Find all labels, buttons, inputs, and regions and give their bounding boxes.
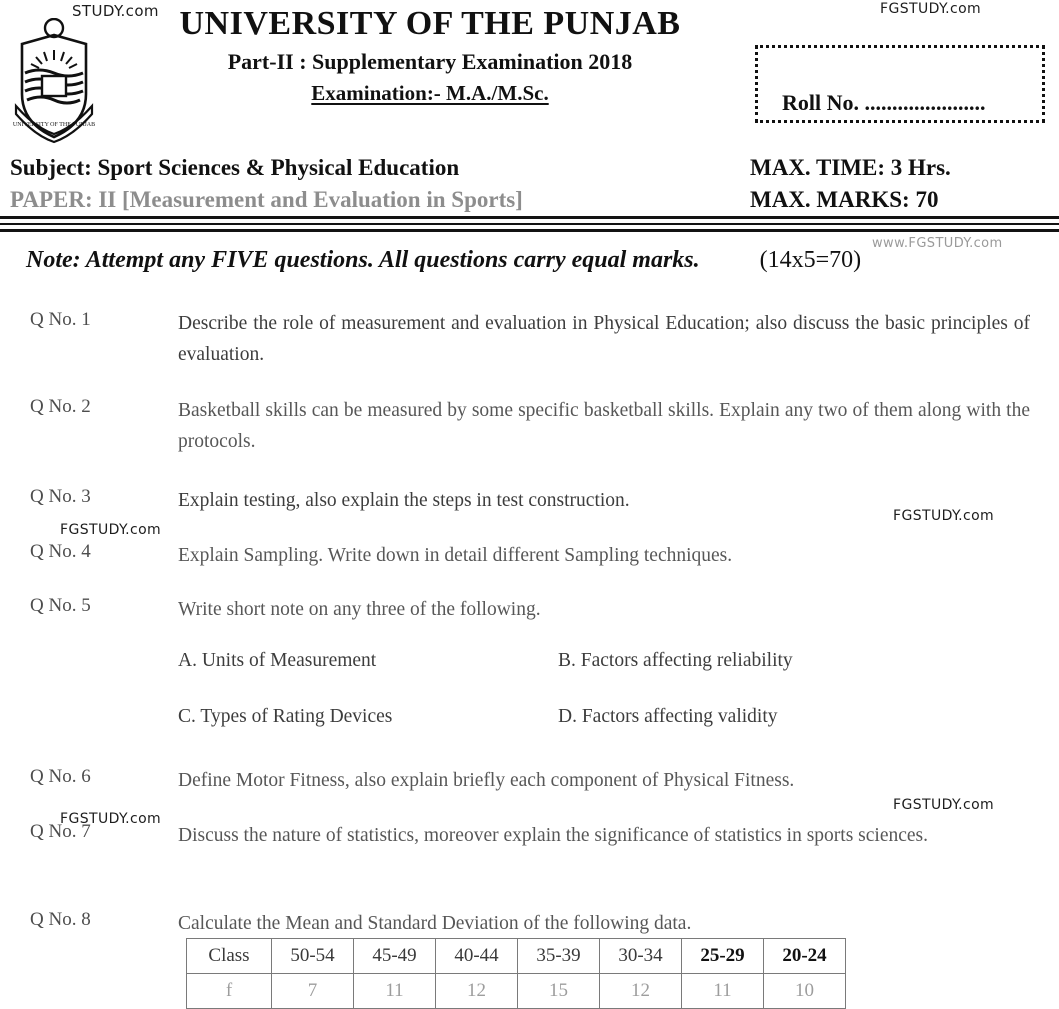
title-block <box>110 6 750 106</box>
question-row-4 <box>30 540 1030 571</box>
question-label-1: Q No. 1 <box>30 309 91 330</box>
question-label-6: Q No. 6 <box>30 766 91 787</box>
frequency-distribution-table <box>186 938 846 1009</box>
question-text-5: Write short note on any three of the following. <box>178 599 541 620</box>
freq-cell-7: 10 <box>764 974 846 1009</box>
question-label-2: Q No. 2 <box>30 396 91 417</box>
watermark-1: STUDY.com <box>72 2 159 20</box>
question-label-8: Q No. 8 <box>30 909 91 930</box>
divider-line-2 <box>0 223 1059 225</box>
option-d: D. Factors affecting validity <box>558 706 778 727</box>
class-cell-3: 40-44 <box>436 939 518 974</box>
question-row-3 <box>30 485 1030 516</box>
question-label-3: Q No. 3 <box>30 486 91 507</box>
max-marks: MAX. MARKS: 70 <box>750 187 939 212</box>
exam-meta-block <box>750 155 951 213</box>
freq-cell-4: 15 <box>518 974 600 1009</box>
note-marks: (14x5=70) <box>759 247 862 273</box>
option-row-2 <box>178 706 998 728</box>
note-text: Note: Attempt any FIVE questions. All questions carry equal marks. <box>26 247 700 273</box>
exam-session-line: Part-II : Supplementary Examination 2018 <box>227 48 633 74</box>
option-a: A. Units of Measurement <box>178 650 377 671</box>
subject-line: Subject: Sport Sciences & Physical Education <box>10 155 460 180</box>
freq-cell-5: 12 <box>600 974 682 1009</box>
exam-degree-line: Examination:- M.A./M.Sc. <box>311 80 549 105</box>
freq-header-cell: f <box>187 974 272 1009</box>
watermark-5: FGSTUDY.com <box>60 522 162 538</box>
watermark-6: FGSTUDY.com <box>893 797 995 813</box>
class-header-cell: Class <box>187 939 272 974</box>
question-label-4: Q No. 4 <box>30 541 91 562</box>
table-row <box>187 974 846 1009</box>
watermark-7: FGSTUDY.com <box>60 811 162 827</box>
table-row <box>187 939 846 974</box>
watermark-4: FGSTUDY.com <box>893 508 995 524</box>
roll-no-label: Roll No. ...................... <box>782 90 986 115</box>
svg-text:UNIVERSITY OF THE PUNJAB: UNIVERSITY OF THE PUNJAB <box>12 122 96 128</box>
question-text-4: Explain Sampling. Write down in detail different Sampling techniques. <box>178 545 733 566</box>
class-cell-6: 25-29 <box>682 939 764 974</box>
note-row <box>26 247 1036 274</box>
max-time: MAX. TIME: 3 Hrs. <box>750 155 951 180</box>
class-cell-5: 30-34 <box>600 939 682 974</box>
freq-cell-3: 12 <box>436 974 518 1009</box>
class-cell-1: 50-54 <box>272 939 354 974</box>
question-row-2 <box>30 395 1030 457</box>
freq-cell-2: 11 <box>354 974 436 1009</box>
question-row-6 <box>30 765 1030 796</box>
question-text-6: Define Motor Fitness, also explain briefly each component of Physical Fitness. <box>178 770 795 791</box>
question-text-2: Basketball skills can be measured by some specific basketball skills. Explain any two of them along with the protocols. <box>178 400 1030 452</box>
question-row-1 <box>30 308 1030 370</box>
question-label-5: Q No. 5 <box>30 595 91 616</box>
class-cell-4: 35-39 <box>518 939 600 974</box>
question-text-7: Discuss the nature of statistics, moreover explain the significance of statistics in sports sciences. <box>178 825 929 846</box>
university-name: UNIVERSITY OF THE PUNJAB <box>179 5 681 42</box>
class-cell-2: 45-49 <box>354 939 436 974</box>
question-row-7 <box>30 820 1030 851</box>
question-5-options <box>178 650 998 752</box>
university-crest-icon <box>8 18 100 146</box>
question-row-5 <box>30 594 1030 625</box>
freq-cell-1: 7 <box>272 974 354 1009</box>
option-b: B. Factors affecting reliability <box>558 650 793 671</box>
freq-cell-6: 11 <box>682 974 764 1009</box>
watermark-3: www.FGSTUDY.com <box>872 236 1003 251</box>
question-row-8 <box>30 908 1030 939</box>
question-label-7: Q No. 7 <box>30 821 91 842</box>
header-divider <box>0 216 1059 236</box>
watermark-2: FGSTUDY.com <box>880 1 982 17</box>
roll-no-box[interactable] <box>755 45 1045 123</box>
question-text-8: Calculate the Mean and Standard Deviation of the following data. <box>178 913 692 934</box>
paper-line: PAPER: II [Measurement and Evaluation in Sports] <box>10 187 523 212</box>
option-c: C. Types of Rating Devices <box>178 706 393 727</box>
data-table <box>186 938 846 1009</box>
class-cell-7: 20-24 <box>764 939 846 974</box>
exam-header <box>0 0 1059 218</box>
divider-line-3 <box>0 229 1059 232</box>
question-text-3: Explain testing, also explain the steps in test construction. <box>178 490 630 511</box>
option-row-1 <box>178 650 998 672</box>
divider-line-1 <box>0 216 1059 219</box>
question-text-1: Describe the role of measurement and evaluation in Physical Education; also discuss the basic principles of evaluation. <box>178 313 1030 365</box>
